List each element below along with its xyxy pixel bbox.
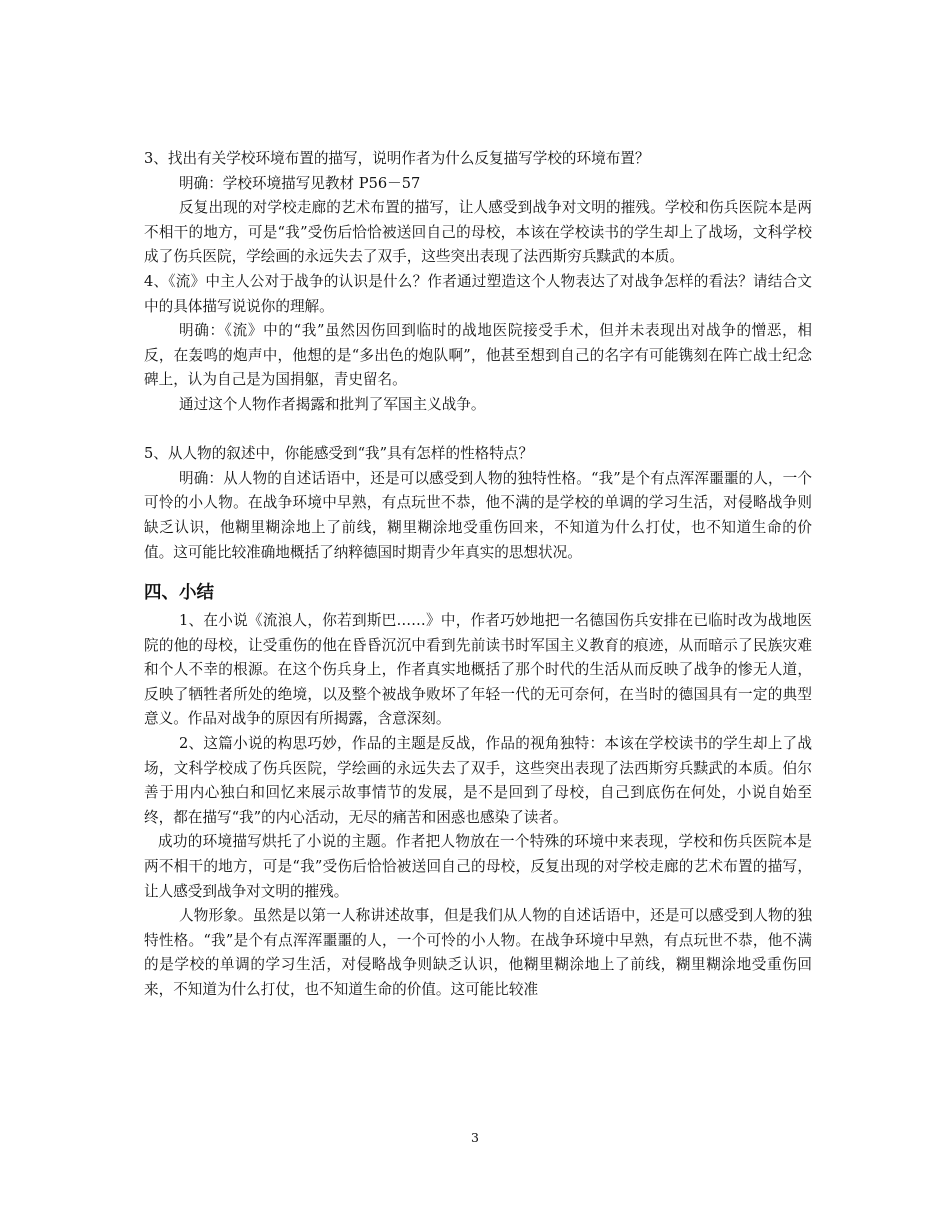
spacer	[144, 565, 812, 579]
answer-3-body: 反复出现的对学校走廊的艺术布置的描写，让人感受到战争对文明的摧残。学校和伤兵医院本是两不相干的地方，可是“我”受伤后恰恰被送回自己的母校，本该在学校读书的学生却上了战场，文科学校成了伤兵医院，学绘画的永远失去了双手，这些突出表现了法西斯穷兵黩武的本质。	[144, 199, 812, 266]
question-5: 5、从人物的叙述中，你能感受到“我”具有怎样的性格特点？	[144, 445, 534, 463]
summary-paragraph-4: 人物形象。虽然是以第一人称讲述故事，但是我们从人物的自述话语中，还是可以感受到人物的独特性格。“我”是个有点浑浑噩噩的人，一个可怜的小人物。在战争环境中早熟，有点玩世不恭，他不满的是学校的单调的学习生活，对侵略战争则缺乏认识，他糊里糊涂地上了前线，糊里糊涂地受重伤回来，不知道为什么打仗，也不知道生命的价值。这可能比较准	[144, 907, 812, 998]
section-heading-summary: 四、小结	[144, 583, 214, 604]
answer-4-conclusion: 通过这个人物作者揭露和批判了军国主义战争。	[179, 395, 486, 413]
page-number: 3	[471, 1130, 479, 1145]
answer-3-label: 明确：学校环境描写见教材 P56－57	[179, 174, 421, 192]
spacer	[144, 418, 812, 443]
summary-paragraph-2: 2、这篇小说的构思巧妙，作品的主题是反战，作品的视角独特：本该在学校读书的学生却上了战场，文科学校成了伤兵医院，学绘画的永远失去了双手，这些突出表现了法西斯穷兵黩武的本质。伯尔善于用内心独白和回忆来展示故事情节的发展，是不是回到了母校，自己到底伤在何处，小说自始至终，都在描写“我”的内心活动，无尽的痛苦和困惑也感染了读者。	[144, 735, 812, 826]
answer-4: 明确：《流》中的“我”虽然因伤回到临时的战地医院接受手术，但并未表现出对战争的憎恶，相反，在轰鸣的炮声中，他想的是“多出色的炮队啊”，他甚至想到自己的名字有可能镌刻在阵亡战士纪念碑上，认为自己是为国捐躯，青史留名。	[144, 322, 812, 389]
question-4: 4、《流》中主人公对于战争的认识是什么？作者通过塑造这个人物表达了对战争怎样的看法？请结合文中的具体描写说说你的理解。	[144, 272, 812, 315]
question-3: 3、找出有关学校环境布置的描写，说明作者为什么反复描写学校的环境布置？	[144, 150, 650, 167]
document-body	[144, 147, 812, 1003]
summary-paragraph-1: 1、在小说《流浪人，你若到斯巴……》中，作者巧妙地把一名德国伤兵安排在已临时改为战地医院的他的母校，让受重伤的他在昏昏沉沉中看到先前读书时军国主义教育的痕迹，从而暗示了民族灾难和个人不幸的根源。在这个伤兵身上，作者真实地概括了那个时代的生活从而反映了战争的惨无人道，反映了牺牲者所处的绝境，以及整个被战争败坏了年轻一代的无可奈何，在当时的德国具有一定的典型意义。作品对战争的原因有所揭露，含意深刻。	[144, 612, 812, 728]
summary-paragraph-3: 成功的环境描写烘托了小说的主题。作者把人物放在一个特殊的环境中来表现，学校和伤兵医院本是两不相干的地方，可是“我”受伤后恰恰被送回自己的母校，反复出现的对学校走廊的艺术布置的描写，让人感受到战争对文明的摧残。	[144, 833, 812, 900]
answer-5: 明确：从人物的自述话语中，还是可以感受到人物的独特性格。“我”是个有点浑浑噩噩的人，一个可怜的小人物。在战争环境中早熟，有点玩世不恭，他不满的是学校的单调的学习生活，对侵略战争则缺乏认识，他糊里糊涂地上了前线，糊里糊涂地受重伤回来，不知道为什么打仗，也不知道生命的价值。这可能比较准确地概括了纳粹德国时期青少年真实的思想状况。	[144, 469, 812, 561]
